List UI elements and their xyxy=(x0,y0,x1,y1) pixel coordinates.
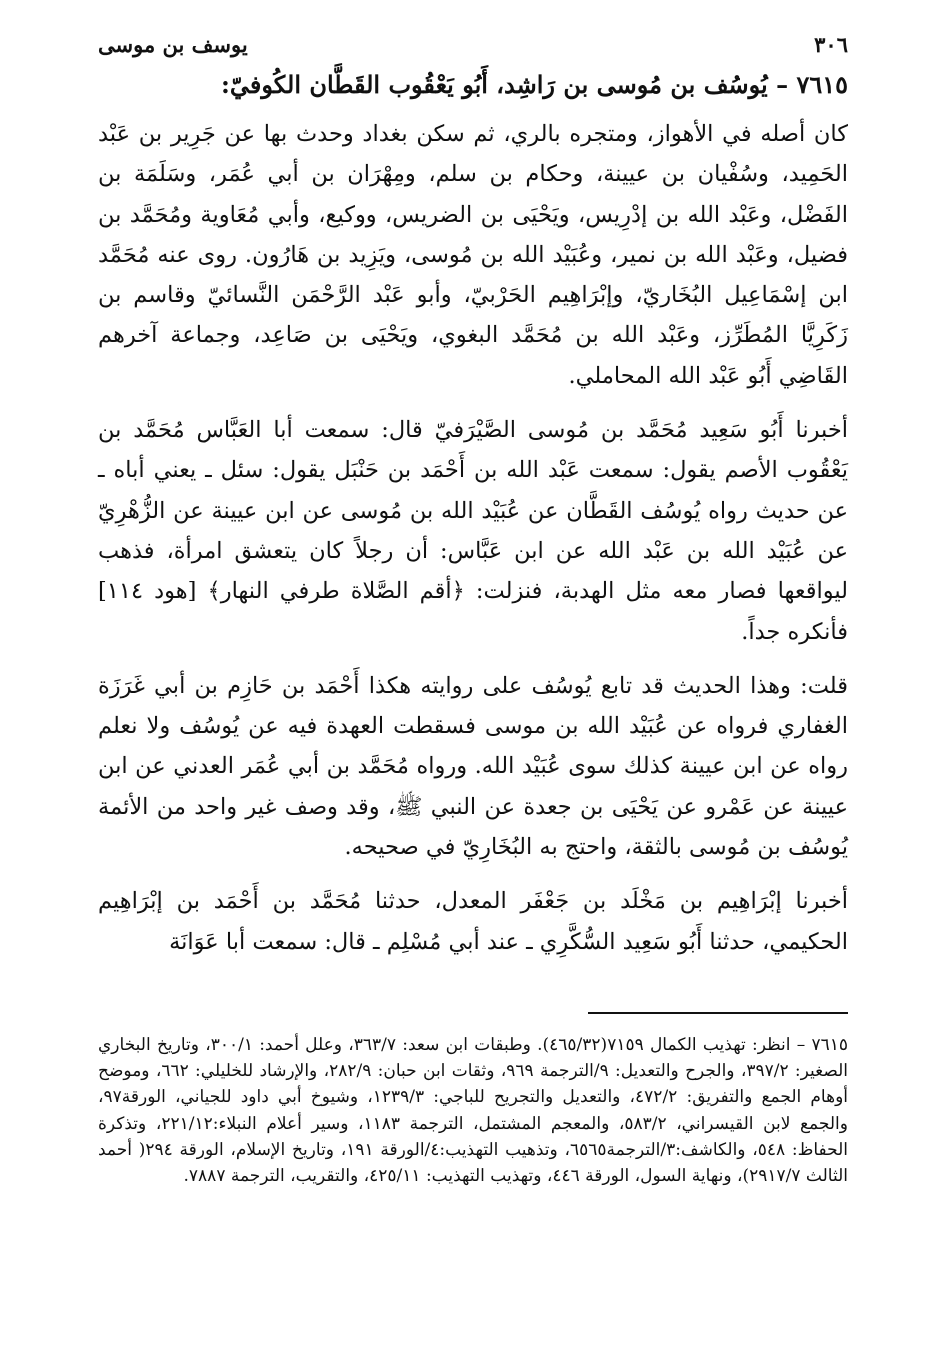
paragraph-hadith-report: أخبرنا أَبُو سَعِيد مُحَمَّد بن مُوسى الصَّيْرَفيّ قال: سمعت أبا العَبَّاس مُحَمَّد بن يَعْقُوب الأصم يقول: سمعت عَبْد الله بن أَحْمَد بن حَنْبَل يقول: سئل ـ يعني أباه ـ عن حديث رواه يُوسُف القَطَّان عن عُبَيْد الله بن مُوسى عن ابن عيينة عن الزُّهْرِيّ عن عُبَيْد الله بن عَبْد الله عن ابن عَبَّاس: أن رجلاً كان يتعشق امرأة، فذهب ليواقعها فصار معه مثل الهدبة، فنزلت: ﴿أقم الصَّلاة طرفي النهار﴾ [هود ١١٤] فأنكره جداً. xyxy=(98,417,848,645)
page-number: ٣٠٦ xyxy=(814,32,848,57)
paragraph-biography: كان أصله في الأهواز، ومتجره بالري، ثم سكن بغداد وحدث بها عن جَرِير بن عَبْد الحَمِيد، وسُفْيان بن عيينة، وحكام بن سلم، ومِهْرَان بن أبي عُمَر، وسَلَمَة بن الفَضْل، وعَبْد الله بن إدْرِيس، ويَحْيَى بن الضريس، ووكيع، وأبي مُعَاوية ومُحَمَّد بن فضيل، وعَبْد الله بن نمير، وعُبَيْد الله بن مُوسى، ويَزِيد بن هَارُون. روى عنه مُحَمَّد ابن إسْمَاعِيل البُخَاريّ، وإبْرَاهِيم الحَرْبيّ، وأبو عَبْد الرَّحْمَن النَّسائيّ وقاسم بن زَكَرِيَّا المُطَرِّز، وعَبْد الله بن مُحَمَّد البغوي، ويَحْيَى بن صَاعِد، وجماعة آخرهم القَاضِي أَبُو عَبْد الله المحاملي. xyxy=(98,121,848,389)
entry-heading: ٧٦١٥ – يُوسُف بن مُوسى بن رَاشِد، أَبُو يَعْقُوب القَطَّان الكُوفيّ: xyxy=(221,70,848,99)
footnote-rule xyxy=(588,1012,848,1014)
footnote-separator xyxy=(98,976,848,1032)
running-title: يوسف بن موسى xyxy=(98,32,248,57)
running-header xyxy=(98,30,848,64)
paragraph-isnad: أخبرنا إبْرَاهِيم بن مَخْلَد بن جَعْفَر المعدل، حدثنا مُحَمَّد بن أَحْمَد بن إبْرَاهِيم الحكيمي، حدثنا أَبُو سَعِيد السُّكَّرِي ـ عند أبي مُسْلِم ـ قال: سمعت أبا عَوَانَة xyxy=(98,888,848,955)
footnote: ٧٦١٥ – انظر: تهذيب الكمال ٧١٥٩(٤٦٥/٣٢). وطبقات ابن سعد: ٣٦٣/٧، وعلل أحمد: ٣٠٠/١، وتاريخ البخاري الصغير: ٣٩٧/٢، والجرح والتعديل: ٩/الترجمة ٩٦٩، وثقات ابن حبان: ٢٨٢/٩، والإرشاد للخليلي: ٦٦٢، وموضح أوهام الجمع والتفريق: ٤٧٢/٢، والتعديل والتجريح للباجي: ١٢٣٩/٣، وشيوخ أبي داود للجياني، الورقة٩٧، والجمع لابن القيسراني، ٥٨٣/٢، والمعجم المشتمل، الترجمة ١١٨٣، وسير أعلام النبلاء:٢٢١/١٢، وتذكرة الحفاظ: ٥٤٨، والكاشف:٣/الترجمة٦٥٦٥، وتذهيب التهذيب:٤/الورقة ١٩١، وتاريخ الإسلام، الورقة ٢٩٤( أحمد الثالث ٢٩١٧/٧)، ونهاية السول، الورقة ٤٤٦، وتهذيب التهذيب: ٤٢٥/١١، والتقريب، الترجمة ٧٨٨٧. xyxy=(98,1034,849,1186)
paragraph-commentary: قلت: وهذا الحديث قد تابع يُوسُف على روايته هكذا أَحْمَد بن حَازِم بن أبي غَرَزَة الغفاري فرواه عن عُبَيْد الله بن موسى فسقطت العهدة فيه عن يُوسُف ولا نعلم رواه عن ابن عيينة كذلك سوى عُبَيْد الله. ورواه مُحَمَّد بن أبي عُمَر العدني عن ابن عيينة عن عَمْرو عن يَحْيَى بن جعدة عن النبي ﷺ، وقد وصف غير واحد من الأئمة يُوسُف بن مُوسى بالثقة، واحتج به البُخَارِيّ في صحيحه. xyxy=(98,672,848,861)
